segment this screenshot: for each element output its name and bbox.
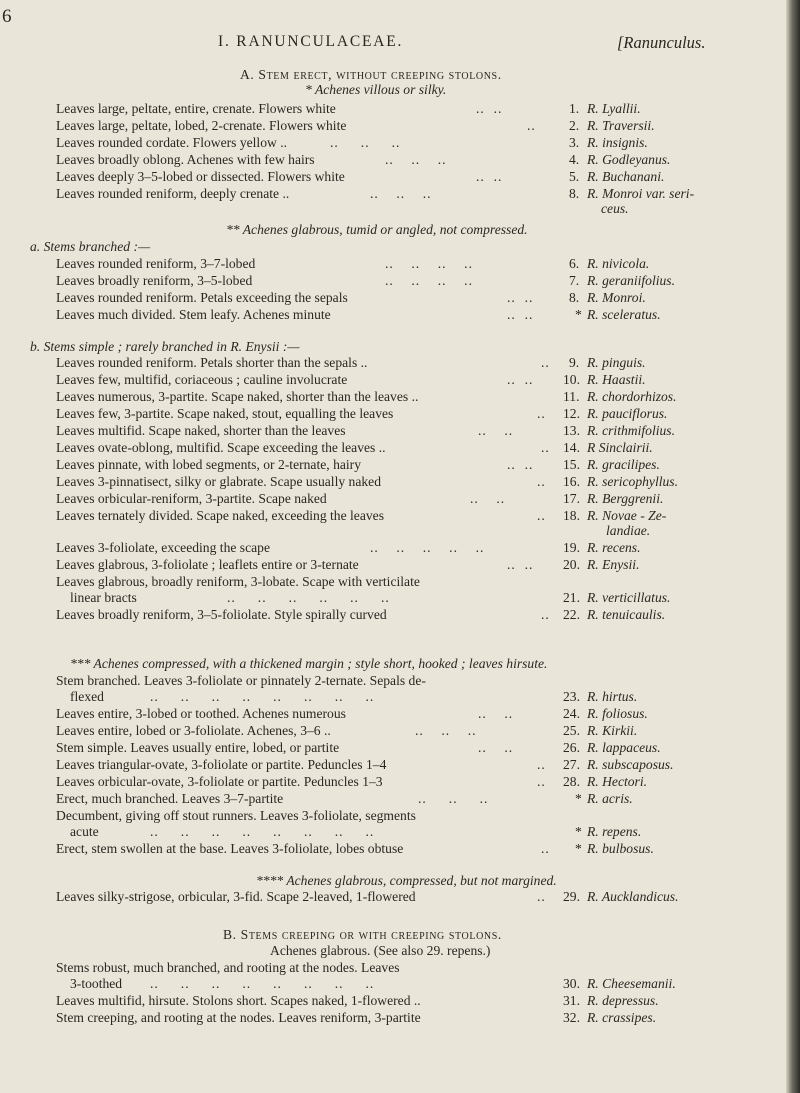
key-desc: Leaves much divided. Stem leafy. Achenes minute [56, 307, 331, 322]
key-desc: Leaves entire, lobed or 3-foliolate. Achenes, 3–6 .. [56, 723, 331, 738]
leader-dots: .. [537, 757, 546, 772]
species-number: 27. [563, 757, 580, 772]
key-desc: Leaves orbicular-reniform, 3-partite. Scape naked [56, 491, 327, 506]
key-desc: Leaves orbicular-ovate, 3-foliolate or partite. Peduncles 1–3 [56, 774, 383, 789]
species-name: R. Hectori. [587, 774, 648, 789]
species-name: R. gracilipes. [587, 457, 660, 472]
leader-dots: .. .. [507, 557, 534, 572]
key-desc-continued: acute [70, 824, 99, 839]
species-number: 10. [563, 372, 580, 387]
species-number: 25. [563, 723, 580, 738]
leader-dots: .. [537, 889, 546, 904]
leader-dots: .. .. [476, 101, 503, 116]
leader-dots: .. .. .. .. [385, 273, 473, 288]
key-desc: Leaves numerous, 3-partite. Scape naked, shorter than the leaves .. [56, 389, 419, 404]
leader-dots: .. .. .. [370, 186, 432, 201]
key-desc: Leaves broadly reniform, 3–5-lobed [56, 273, 253, 288]
species-number: 21. [563, 590, 580, 605]
species-number: * [575, 841, 582, 856]
species-name: R. chordorhizos. [587, 389, 677, 404]
key-desc: Leaves broadly oblong. Achenes with few hairs [56, 152, 315, 167]
key-desc: Leaves silky-strigose, orbicular, 3-fid. Scape 2-leaved, 1-flowered [56, 889, 416, 904]
key-desc: Stems robust, much branched, and rooting at the nodes. Leaves [56, 960, 400, 975]
leader-dots: .. .. .. .. .. .. .. .. [150, 689, 375, 704]
species-number: 9. [569, 355, 580, 370]
species-number: 8. [569, 290, 580, 305]
species-name: R. hirtus. [587, 689, 638, 704]
species-name: R. Haastii. [587, 372, 646, 387]
section-a-heading: A. Stem erect, without creeping stolons. [240, 67, 502, 82]
species-number: 32. [563, 1010, 580, 1025]
leader-dots: .. [541, 841, 550, 856]
key-desc: Erect, stem swollen at the base. Leaves 3-foliolate, lobes obtuse [56, 841, 404, 856]
species-name: R Sinclairii. [587, 440, 653, 455]
key-desc: Leaves pinnate, with lobed segments, or 2-ternate, hairy [56, 457, 362, 472]
leader-dots: .. .. [476, 169, 503, 184]
leader-dots: .. .. .. [418, 791, 489, 806]
species-number: 3. [569, 135, 580, 150]
species-number: 2. [569, 118, 580, 133]
key-desc: Leaves entire, 3-lobed or toothed. Achenes numerous [56, 706, 346, 721]
species-name: R. pinguis. [587, 355, 646, 370]
section-b-heading: B. Stems creeping or with creeping stolons. [223, 927, 502, 942]
leader-dots: .. .. .. [415, 723, 477, 738]
species-name: R. Traversii. [587, 118, 655, 133]
key-desc: Leaves glabrous, broadly reniform, 3-lobate. Scape with verticilate [56, 574, 420, 589]
leader-dots: .. .. .. [330, 135, 401, 150]
section-b-note: Achenes glabrous. (See also 29. repens.) [270, 943, 491, 958]
leader-dots: .. [537, 474, 546, 489]
species-number: 8. [569, 186, 580, 201]
leader-dots: .. .. .. .. .. .. [227, 590, 390, 605]
leader-dots: .. .. [478, 423, 514, 438]
subsection-a-heading: a. Stems branched :— [30, 239, 151, 254]
species-name: R. nivicola. [587, 256, 650, 271]
species-name: R. acris. [587, 791, 633, 806]
species-name-continued: landiae. [606, 523, 651, 538]
species-number: 30. [563, 976, 580, 991]
species-name: R. Lyallii. [587, 101, 641, 116]
leader-dots: .. [527, 118, 536, 133]
leader-dots: .. .. .. .. [385, 256, 473, 271]
leader-dots: .. .. .. .. .. .. .. .. [150, 976, 375, 991]
running-title: I. RANUNCULACEAE. [218, 33, 404, 50]
key-desc: Leaves ovate-oblong, multifid. Scape exceeding the leaves .. [56, 440, 386, 455]
key-desc: Erect, much branched. Leaves 3–7-partite [56, 791, 284, 806]
leader-dots: .. .. .. .. .. .. .. .. [150, 824, 375, 839]
key-desc: Stem branched. Leaves 3-foliolate or pinnately 2-ternate. Sepals de- [56, 673, 426, 688]
species-number: * [575, 824, 582, 839]
species-number: 17. [563, 491, 580, 506]
species-name: R. Buchanani. [587, 169, 665, 184]
key-desc: Leaves multifid, hirsute. Stolons short. Scapes naked, 1-flowered .. [56, 993, 421, 1008]
species-name: R. repens. [587, 824, 642, 839]
key-desc: Stem simple. Leaves usually entire, lobed, or partite [56, 740, 340, 755]
species-number: 20. [563, 557, 580, 572]
leader-dots: .. .. [507, 372, 534, 387]
key-desc-continued: linear bracts [70, 590, 137, 605]
key-desc: Leaves 3-foliolate, exceeding the scape [56, 540, 270, 555]
key-desc-continued: 3-toothed [70, 976, 123, 991]
species-number: 29. [563, 889, 580, 904]
leader-dots: .. [537, 508, 546, 523]
species-name: R. sericophyllus. [587, 474, 678, 489]
single-star-heading: * Achenes villous or silky. [305, 82, 447, 97]
species-name: R. depressus. [587, 993, 659, 1008]
species-number: 4. [569, 152, 580, 167]
double-star-heading: ** Achenes glabrous, tumid or angled, not compressed. [226, 222, 528, 237]
species-name: R. Berggrenii. [587, 491, 664, 506]
species-number: 23. [563, 689, 580, 704]
leader-dots: .. .. .. [385, 152, 447, 167]
key-desc: Leaves 3-pinnatisect, silky or glabrate. Scape usually naked [56, 474, 382, 489]
species-name: R. crithmifolius. [587, 423, 675, 438]
key-desc: Leaves triangular-ovate, 3-foliolate or partite. Peduncles 1–4 [56, 757, 387, 772]
species-name: R. Novae - Ze- [587, 508, 667, 523]
key-desc: Leaves rounded reniform, deeply crenate .. [56, 186, 290, 201]
species-number: 24. [563, 706, 580, 721]
species-name: R. lappaceus. [587, 740, 661, 755]
species-name: R. Enysii. [587, 557, 640, 572]
species-number: 6. [569, 256, 580, 271]
leader-dots: .. [537, 406, 546, 421]
key-desc: Leaves rounded reniform, 3–7-lobed [56, 256, 256, 271]
key-desc: Leaves multifid. Scape naked, shorter than the leaves [56, 423, 346, 438]
leader-dots: .. .. [478, 706, 514, 721]
key-desc: Leaves broadly reniform, 3–5-foliolate. Style spirally curved [56, 607, 387, 622]
species-number: 1. [569, 101, 580, 116]
leader-dots: .. .. [507, 290, 534, 305]
quad-star-heading: **** Achenes glabrous, compressed, but not margined. [256, 873, 557, 888]
species-number: 31. [563, 993, 580, 1008]
species-name: R. crassipes. [587, 1010, 657, 1025]
species-number: * [575, 307, 582, 322]
species-number: 5. [569, 169, 580, 184]
leader-dots: .. .. [470, 491, 506, 506]
key-desc: Leaves few, multifid, coriaceous ; cauline involucrate [56, 372, 348, 387]
triple-star-heading: *** Achenes compressed, with a thickened margin ; style short, hooked ; leaves hirsute. [70, 656, 548, 671]
species-name: R. pauciflorus. [587, 406, 668, 421]
key-desc: Leaves rounded reniform. Petals shorter than the sepals .. [56, 355, 368, 370]
key-desc: Leaves large, peltate, lobed, 2-crenate. Flowers white [56, 118, 347, 133]
key-desc: Leaves glabrous, 3-foliolate ; leaflets entire or 3-ternate [56, 557, 359, 572]
leader-dots: .. [541, 355, 550, 370]
species-number: 11. [563, 389, 580, 404]
species-number: 16. [563, 474, 580, 489]
species-number: 18. [563, 508, 580, 523]
running-genus: [Ranunculus. [617, 33, 706, 52]
species-name: R. Godleyanus. [587, 152, 671, 167]
species-name: R. Kirkii. [587, 723, 638, 738]
key-desc: Leaves few, 3-partite. Scape naked, stout, equalling the leaves [56, 406, 394, 421]
book-spine-shadow [786, 0, 800, 1093]
species-name: R. recens. [587, 540, 641, 555]
leader-dots: .. .. .. .. .. [370, 540, 485, 555]
species-name: R. subscaposus. [587, 757, 674, 772]
key-desc: Leaves rounded reniform. Petals exceeding the sepals [56, 290, 348, 305]
species-name: R. Cheesemanii. [587, 976, 676, 991]
species-number: 15. [563, 457, 580, 472]
page-number: 6 [2, 6, 12, 27]
species-name: R. geraniifolius. [587, 273, 675, 288]
leader-dots: .. .. [478, 740, 514, 755]
key-desc: Stem creeping, and rooting at the nodes. Leaves reniform, 3-partite [56, 1010, 421, 1025]
species-name: R. bulbosus. [587, 841, 654, 856]
subsection-b-heading: b. Stems simple ; rarely branched in R. Enysii :— [30, 339, 300, 354]
key-desc: Leaves deeply 3–5-lobed or dissected. Flowers white [56, 169, 345, 184]
species-number: 26. [563, 740, 580, 755]
species-number: 14. [563, 440, 580, 455]
species-number: 7. [569, 273, 580, 288]
key-desc: Decumbent, giving off stout runners. Leaves 3-foliolate, segments [56, 808, 416, 823]
species-name: R. sceleratus. [587, 307, 661, 322]
species-name: R. Monroi. [587, 290, 646, 305]
species-number: * [575, 791, 582, 806]
leader-dots: .. [541, 440, 550, 455]
species-name: R. Monroi var. seri- [587, 186, 695, 201]
key-desc: Leaves ternately divided. Scape naked, exceeding the leaves [56, 508, 384, 523]
leader-dots: .. [541, 607, 550, 622]
leader-dots: .. [537, 774, 546, 789]
species-name-continued: ceus. [601, 201, 629, 216]
species-number: 28. [563, 774, 580, 789]
key-desc: Leaves large, peltate, entire, crenate. Flowers white [56, 101, 336, 116]
species-name: R. foliosus. [587, 706, 648, 721]
species-number: 22. [563, 607, 580, 622]
species-name: R. tenuicaulis. [587, 607, 666, 622]
species-name: R. Aucklandicus. [587, 889, 679, 904]
key-desc-continued: flexed [70, 689, 104, 704]
key-desc: Leaves rounded cordate. Flowers yellow .. [56, 135, 288, 150]
leader-dots: .. .. [507, 457, 534, 472]
species-name: R. verticillatus. [587, 590, 671, 605]
species-number: 19. [563, 540, 580, 555]
leader-dots: .. .. [507, 307, 534, 322]
species-number: 12. [563, 406, 580, 421]
species-name: R. insignis. [587, 135, 648, 150]
species-number: 13. [563, 423, 580, 438]
